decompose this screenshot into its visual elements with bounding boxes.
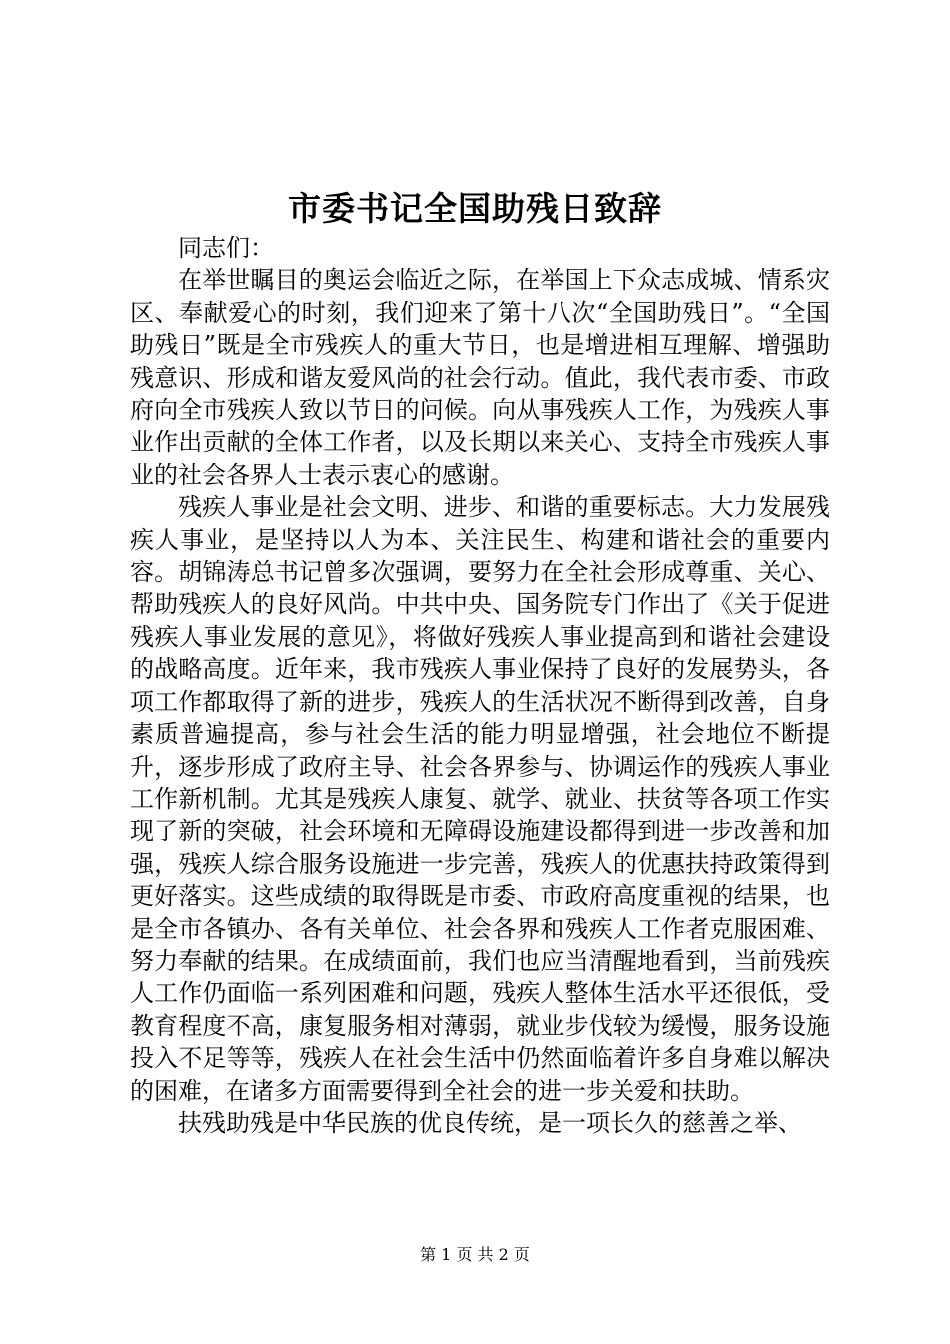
document-title: 市委书记全国助残日致辞 [288, 189, 662, 228]
salutation: 同志们： [178, 234, 274, 262]
page-number-footer: 第 1 页 共 2 页 [420, 1245, 530, 1264]
paragraph: 扶残助残是中华民族的优良传统，是一项长久的慈善之举、 [178, 1108, 802, 1137]
paragraph: 在举世瞩目的奥运会临近之际，在举国上下众志成城、情系灾区、奉献爱心的时刻，我们迎来了第十八次“全国助残日”。“全国助残日”既是全市残疾人的重大节日，也是增进相互理解、增强助残意识、形成和谐友爱风尚的社会行动。值此，我代表市委、市政府向全市残疾人致以节日的问候。向从事残疾人工作，为残疾人事业作出贡献的全体工作者，以及长期以来关心、支持全市残疾人事业的社会各界人士表示衷心的感谢。 [130, 266, 830, 489]
document-body [130, 232, 830, 1139]
paragraph: 残疾人事业是社会文明、进步、和谐的重要标志。大力发展残疾人事业，是坚持以人为本、关注民生、构建和谐社会的重要内容。胡锦涛总书记曾多次强调，要努力在全社会形成尊重、关心、帮助残疾人的良好风尚。中共中央、国务院专门作出了《关于促进残疾人事业发展的意见》，将做好残疾人事业提高到和谐社会建设的战略高度。近年来，我市残疾人事业保持了良好的发展势头，各项工作都取得了新的进步，残疾人的生活状况不断得到改善，自身素质普遍提高，参与社会生活的能力明显增强，社会地位不断提升，逐步形成了政府主导、社会各界参与、协调运作的残疾人事业工作新机制。尤其是残疾人康复、就学、就业、扶贫等各项工作实现了新的突破，社会环境和无障碍设施建设都得到进一步改善和加强，残疾人综合服务设施进一步完善，残疾人的优惠扶持政策得到更好落实。这些成绩的取得既是市委、市政府高度重视的结果，也是全市各镇办、各有关单位、社会各界和残疾人工作者克服困难、努力奉献的结果。在成绩面前，我们也应当清醒地看到，当前残疾人工作仍面临一系列困难和问题，残疾人整体生活水平还很低，受教育程度不高，康复服务相对薄弱，就业步伐较为缓慢，服务设施投入不足等等，残疾人在社会生活中仍然面临着许多自身难以解决的困难，在诸多方面需要得到全社会的进一步关爱和扶助。 [130, 493, 830, 1105]
